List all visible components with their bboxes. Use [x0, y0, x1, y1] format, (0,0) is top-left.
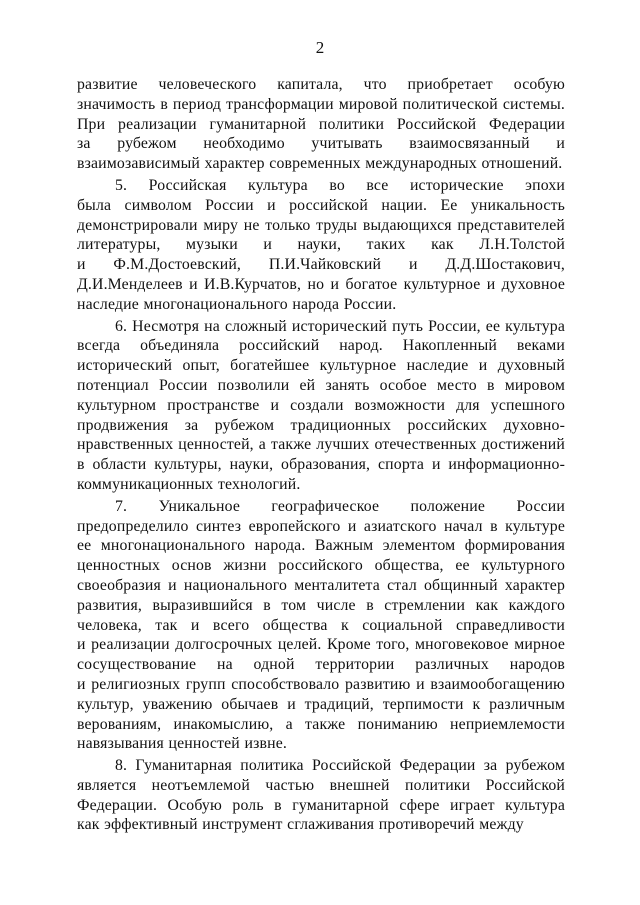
paragraph-2: [77, 176, 565, 315]
text-line: взаимозависимый характер современных международных отношений.: [77, 155, 563, 173]
page-number: 2: [315, 38, 325, 57]
text-line: потенциал России позволили ей занять особое место в мировом: [77, 376, 565, 394]
text-line: всегда объединяла российский народ. Накопленный веками: [77, 337, 565, 355]
text-line: и Ф.М.Достоевский, П.И.Чайковский и Д.Д.Шостакович,: [77, 256, 565, 274]
text-line: как эффективный инструмент сглаживания противоречий между: [77, 816, 524, 834]
text-line: 8. Гуманитарная политика Российской Федерации за рубежом: [115, 757, 565, 775]
text-line: коммуникационных технологий.: [77, 475, 301, 493]
text-line: и религиозных групп способствовало развитию и взаимообогащению: [77, 675, 565, 693]
text-line: культурном пространстве и создали возможности для успешного: [77, 396, 565, 414]
paragraph-1: [77, 75, 565, 174]
text-line: Д.И.Менделеев и И.В.Курчатов, но и богатое культурное и духовное: [77, 275, 565, 293]
text-line: развития, выразившийся в том числе в стремлении как каждого: [77, 596, 565, 614]
text-line: значимость в период трансформации мировой политической системы.: [77, 95, 565, 113]
paragraph-3: [77, 317, 565, 495]
text-line: была символом России и российской нации. Ее уникальность: [77, 196, 565, 214]
text-line: ее многонационального народа. Важным элементом формирования: [77, 537, 565, 555]
text-line: культур, уважению обычаев и традиций, терпимости к различным: [77, 695, 565, 713]
text-line: человека, так и всего общества к социальной справедливости: [77, 616, 565, 634]
text-line: и реализации долгосрочных целей. Кроме того, многовековое мирное: [77, 636, 565, 654]
text-line: 5. Российская культура во все исторические эпохи: [115, 176, 565, 194]
text-line: за рубежом необходимо учитывать взаимосвязанный и: [77, 135, 565, 153]
text-line: сосуществование на одной территории различных народов: [77, 656, 565, 674]
text-line: в области культуры, науки, образования, спорта и информационно-: [77, 456, 565, 474]
text-line: ценностных основ жизни российского общества, ее культурного: [77, 557, 565, 575]
text-line: нравственных ценностей, а также лучших отечественных достижений: [77, 436, 565, 454]
text-line: продвижения за рубежом традиционных российских духовно-: [77, 416, 565, 434]
text-line: Федерации. Особую роль в гуманитарной сфере играет культура: [77, 796, 565, 814]
paragraph-4: [77, 497, 565, 754]
document-body: [77, 75, 565, 835]
text-line: исторический опыт, богатейшее культурное наследие и духовный: [77, 357, 565, 375]
text-line: 6. Несмотря на сложный исторический путь России, ее культура: [115, 317, 565, 335]
text-line: наследие многонационального народа России.: [77, 295, 397, 313]
text-line: своеобразия и национального менталитета стал общинный характер: [77, 576, 565, 594]
paragraph-5: [77, 756, 565, 835]
text-line: 7. Уникальное географическое положение России: [115, 497, 565, 515]
text-line: развитие человеческого капитала, что приобретает особую: [77, 76, 565, 93]
text-line: навязывания ценностей извне.: [77, 735, 287, 753]
text-line: При реализации гуманитарной политики Российской Федерации: [77, 115, 565, 133]
text-line: предопределило синтез европейского и азиатского начал в культуре: [77, 517, 565, 535]
text-line: является неотъемлемой частью внешней политики Российской: [77, 776, 565, 794]
text-line: литературы, музыки и науки, таких как Л.Н.Толстой: [77, 236, 565, 254]
text-line: верованиям, инакомыслию, а также пониманию неприемлемости: [77, 715, 565, 733]
text-line: демонстрировали миру не только труды выдающихся представителей: [77, 216, 565, 234]
